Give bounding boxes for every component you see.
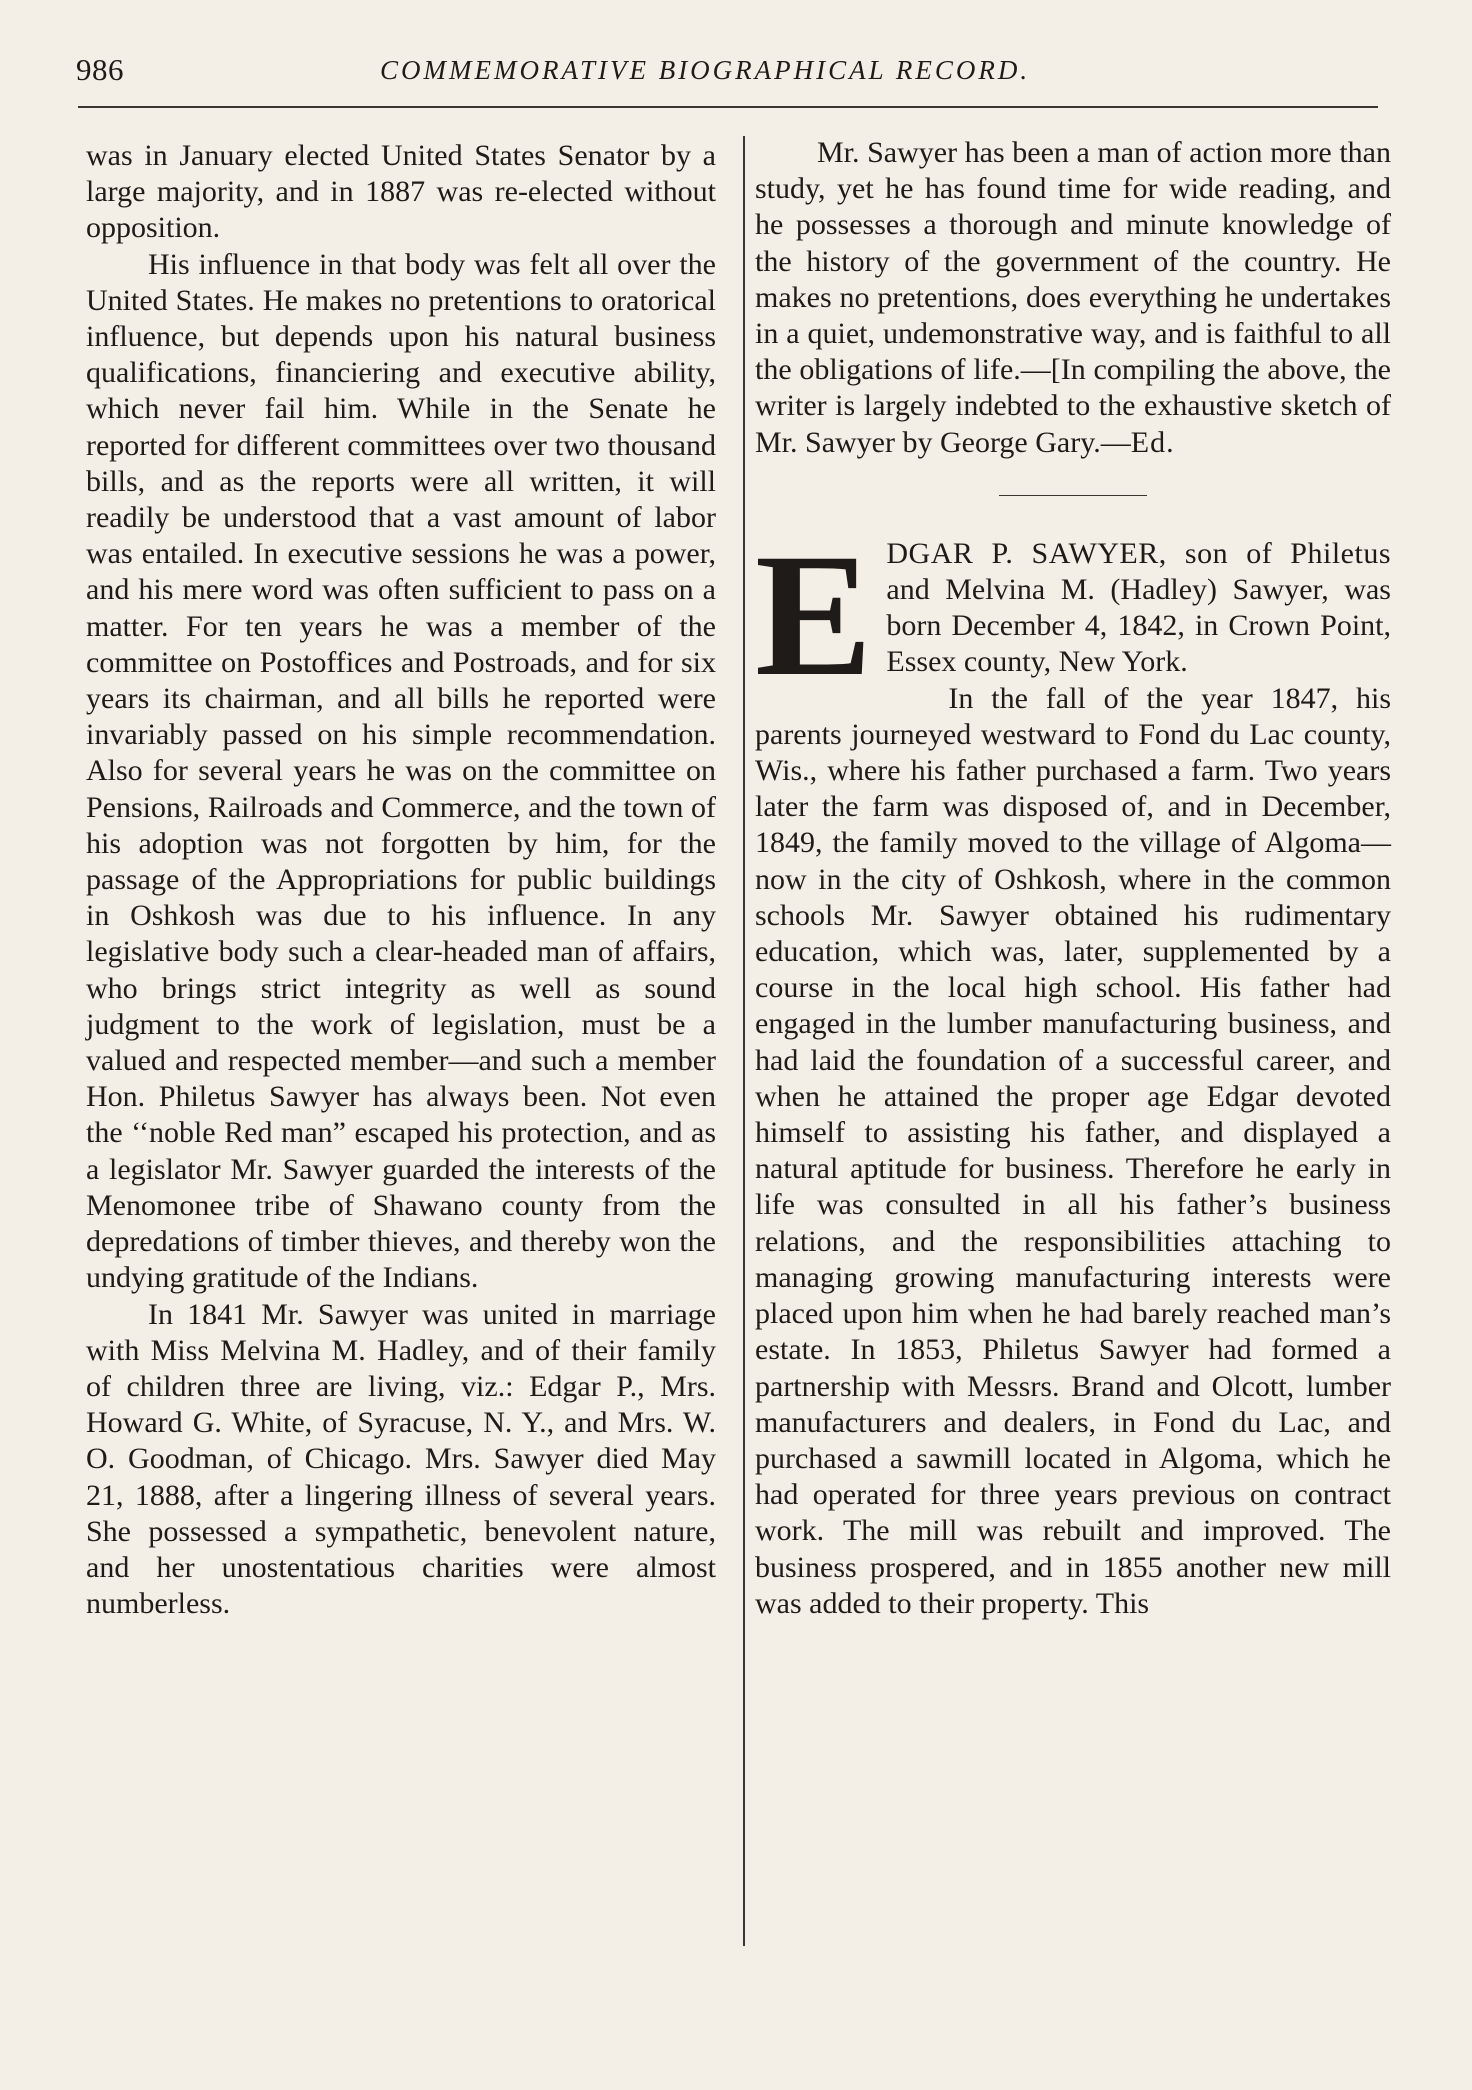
left-column bbox=[86, 138, 716, 1622]
column-divider bbox=[743, 136, 745, 1946]
left-paragraph-3: In 1841 Mr. Sawyer was united in marriage with Miss Melvina M. Hadley, and of their family of children three are living, viz.: Edgar P., Mrs. Howard G. White, of Syracuse, N. Y., and Mrs. W. O. Goodman, of Chicago. Mrs. Sawyer died May 21, 1888, after a lingering illness of several years. She possessed a sympathetic, benevolent nature, and her unostentatious charities were almost numberless. bbox=[86, 1297, 716, 1621]
section-divider bbox=[999, 495, 1147, 496]
left-paragraph-1: was in January elected United States Senator by a large majority, and in 1887 was re-elected without opposition. bbox=[86, 139, 716, 245]
page-number: 986 bbox=[76, 52, 124, 87]
bio-opening-paragraph bbox=[755, 517, 1391, 713]
drop-cap: E bbox=[755, 517, 873, 713]
left-paragraph-2: His influence in that body was felt all over the United States. He makes no pretentions to oratorical influence, but depends upon his natural business qualifications, financiering and executive ability, which never fail him. While in the Senate he reported for different committees over two thousand bills, and as the reports were all written, it will readily be understood that a vast amount of labor was entailed. In executive sessions he was a power, and his mere word was often sufficient to pass on a matter. For ten years he was a member of the committee on Postoffices and Postroads, and for six years its chairman, and all bills he reported were invariably passed on his simple recommendation. Also for several years he was on the committee on Pensions, Railroads and Commerce, and the town of his adoption was not forgotten by him, for the passage of the Appropriations for public buildings in Oshkosh was due to his influence. In any legislative body such a clear-headed man of affairs, who brings strict integrity as well as sound judgment to the work of legislation, must be a valued and respected member—and such a member Hon. Philetus Sawyer has always been. Not even the ‘‘noble Red man” escaped his protection, and as a legislator Mr. Sawyer guarded the interests of the Menomonee tribe of Shawano county from the depredations of timber thieves, and thereby won the undying gratitude of the Indians. bbox=[86, 247, 716, 1295]
right-paragraph-1 bbox=[755, 135, 1391, 461]
right-paragraph-1-text: Mr. Sawyer has been a man of action more than study, yet he has found time for wide reading, and he possesses a thorough and minute knowledge of the history of the government of the country. He makes no pretentions, does everything he undertakes in a quiet, undemonstrative way, and is faithful to all the obligations of life.—[In compiling the above, the writer is largely indebted to the exhaustive sketch of Mr. Sawyer by George Gary.— bbox=[755, 136, 1391, 459]
right-paragraph-3: In the fall of the year 1847, his parents journeyed westward to Fond du Lac county, Wis., where his father purchased a farm. Two years later the farm was disposed of, and in December, 1849, the family moved to the village of Algoma—now in the city of Oshkosh, where in the common schools Mr. Sawyer obtained his rudimentary education, which was, later, supplemented by a course in the local high school. His father had engaged in the lumber manufacturing business, and had laid the foundation of a successful career, and when he attained the proper age Edgar devoted himself to assisting his father, and displayed a natural aptitude for business. Therefore he early in life was consulted in all his father’s business relations, and the responsibilities attaching to managing growing manufacturing interests were placed upon him when he had barely reached man’s estate. In 1853, Philetus Sawyer had formed a partnership with Messrs. Brand and Olcott, lumber manufacturers and dealers, in Fond du Lac, and purchased a sawmill located in Algoma, which he had operated for three years previous on contract work. The mill was rebuilt and improved. The business prospered, and in 1855 another new mill was added to their property. This bbox=[755, 681, 1391, 1620]
header-rule bbox=[78, 106, 1378, 108]
right-column bbox=[755, 135, 1391, 1622]
running-title: COMMEMORATIVE BIOGRAPHICAL RECORD. bbox=[380, 55, 1031, 85]
bio-opening-text: DGAR P. SAWYER, son of Philetus and Melvina M. (Hadley) Sawyer, was born December 4, 1842, in Crown Point, Essex county, New York. bbox=[886, 536, 1391, 679]
editor-signature: Ed. bbox=[1130, 425, 1175, 459]
